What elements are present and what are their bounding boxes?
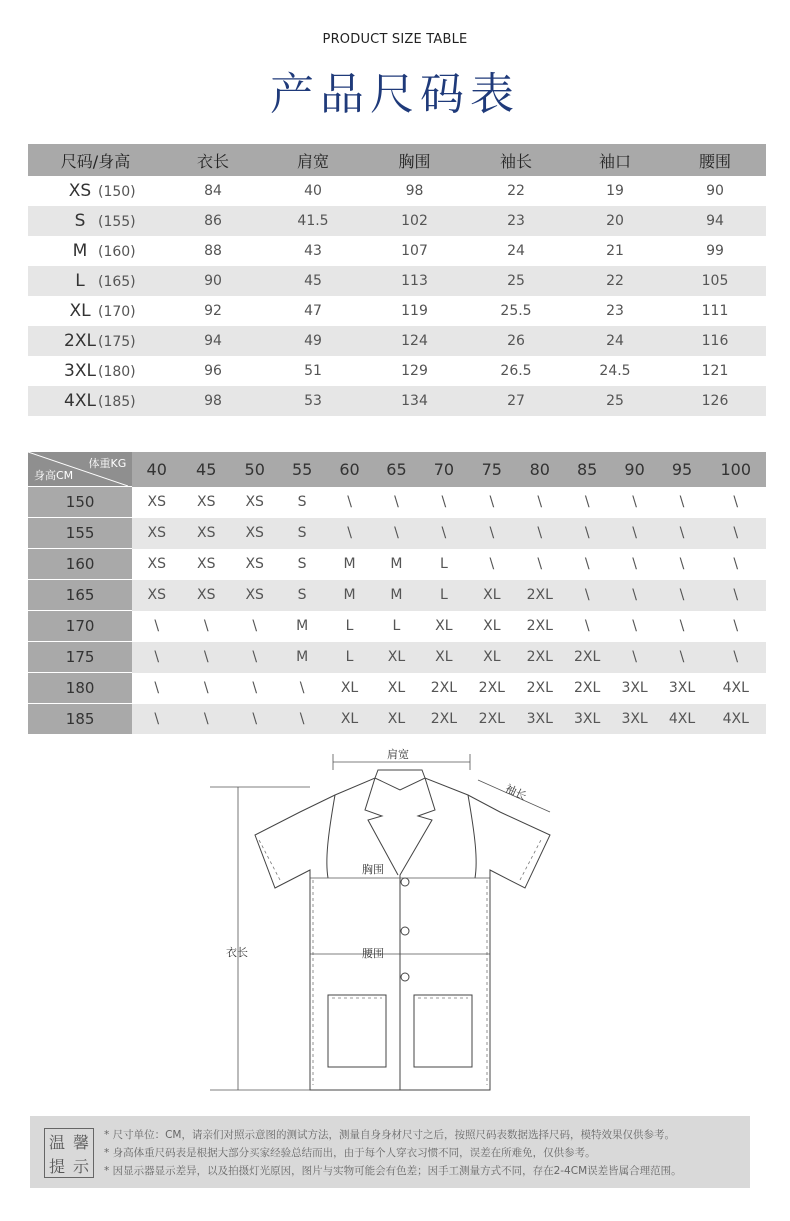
height-header: 160 bbox=[28, 549, 132, 580]
table-row bbox=[28, 326, 766, 356]
table-row bbox=[28, 206, 766, 236]
table-cell: XL bbox=[420, 642, 468, 673]
table-cell: \ bbox=[679, 494, 685, 510]
table-cell: \ bbox=[679, 618, 685, 634]
table-row bbox=[28, 704, 766, 735]
table-cell: \ bbox=[659, 518, 706, 549]
table-cell: 45 bbox=[263, 266, 363, 296]
table-cell: \ bbox=[231, 642, 278, 673]
table-cell: 2XL bbox=[478, 680, 505, 696]
table-cell: \ bbox=[733, 556, 739, 572]
table-cell: 27 bbox=[466, 386, 566, 416]
weight-header: 40 bbox=[132, 452, 181, 487]
table-cell: L bbox=[326, 642, 373, 673]
table-row bbox=[28, 673, 766, 704]
table-cell: XL bbox=[435, 618, 453, 634]
coat-illustration bbox=[200, 740, 590, 1100]
table-cell: \ bbox=[705, 518, 766, 549]
table-row bbox=[28, 487, 766, 518]
table-cell: 2XL bbox=[516, 642, 564, 673]
table-row bbox=[28, 236, 766, 266]
size-code: XS bbox=[68, 181, 92, 201]
table-cell: \ bbox=[733, 618, 739, 634]
table-cell: L bbox=[420, 580, 468, 611]
table-cell: \ bbox=[632, 556, 637, 572]
weight-header: 70 bbox=[420, 452, 468, 487]
table-cell: \ bbox=[584, 618, 590, 634]
table-cell: 2XL bbox=[516, 580, 564, 611]
weight-header: 50 bbox=[231, 452, 278, 487]
note-line-1: * 尺寸单位：CM，请亲们对照示意图的测试方法，测量自身身材尺寸之后，按照尺码表数据选择尺码，模特效果仅供参考。 bbox=[104, 1129, 675, 1141]
table-cell: 19 bbox=[606, 183, 624, 199]
table-cell: \ bbox=[252, 680, 258, 696]
note-line-2: * 身高体重尺码表是根据大部分买家经验总结而出，由于每个人穿衣习惯不同，误差在所难免，仅供参考。 bbox=[104, 1147, 596, 1159]
size-cell bbox=[28, 236, 163, 266]
page-title: 产品尺码表 bbox=[270, 69, 520, 120]
table-cell: XS bbox=[231, 518, 278, 549]
table-cell: \ bbox=[516, 518, 564, 549]
table-cell: \ bbox=[154, 618, 160, 634]
header-chest: 胸围 bbox=[363, 144, 466, 176]
size-code: L bbox=[75, 271, 85, 291]
size-height: (155) bbox=[98, 214, 136, 230]
table-cell: 3XL bbox=[668, 680, 696, 696]
table-cell: 88 bbox=[204, 243, 222, 259]
table-cell: 24 bbox=[507, 243, 525, 259]
table-cell: 84 bbox=[204, 183, 222, 199]
table-cell: 134 bbox=[363, 386, 466, 416]
table-cell: \ bbox=[373, 518, 420, 549]
table-cell: 49 bbox=[263, 326, 363, 356]
table-cell: XL bbox=[326, 704, 373, 735]
size-code: 2XL bbox=[64, 331, 96, 351]
corner-weight-label: 体重KG bbox=[88, 457, 127, 470]
table-row bbox=[28, 356, 766, 386]
table-cell: 105 bbox=[664, 266, 766, 296]
table-cell: \ bbox=[420, 518, 468, 549]
table-cell: XL bbox=[468, 580, 516, 611]
table-cell: 2XL bbox=[526, 618, 553, 634]
badge-char-1: 温 bbox=[48, 1132, 65, 1152]
badge-char-2: 馨 bbox=[72, 1132, 89, 1152]
table-cell: XS bbox=[147, 556, 166, 572]
height-header: 175 bbox=[28, 642, 132, 673]
table-cell: 2XL bbox=[574, 680, 601, 696]
table-cell: \ bbox=[611, 642, 659, 673]
size-height: (175) bbox=[98, 334, 136, 350]
table-cell: 2XL bbox=[468, 704, 516, 735]
table-cell: 4XL bbox=[659, 704, 706, 735]
table-cell: XL bbox=[387, 680, 406, 696]
header-length: 衣长 bbox=[163, 144, 263, 176]
size-table bbox=[28, 144, 766, 416]
table-cell: M bbox=[390, 556, 403, 572]
table-row bbox=[28, 549, 766, 580]
table-cell: \ bbox=[231, 704, 278, 735]
table-cell: 119 bbox=[401, 303, 428, 319]
table-cell: XS bbox=[196, 556, 216, 572]
table-row bbox=[28, 611, 766, 642]
table-cell: XS bbox=[196, 494, 216, 510]
size-code: 3XL bbox=[64, 361, 96, 381]
table-cell: M bbox=[343, 556, 356, 572]
table-cell: XS bbox=[147, 494, 166, 510]
table-cell: 3XL bbox=[564, 704, 611, 735]
size-cell bbox=[28, 386, 163, 416]
table-cell: M bbox=[373, 580, 420, 611]
table-cell: M bbox=[326, 580, 373, 611]
table-cell: 90 bbox=[706, 183, 724, 199]
notes-box bbox=[30, 1116, 750, 1188]
table-cell: 40 bbox=[304, 183, 322, 199]
table-cell: 41.5 bbox=[263, 206, 363, 236]
table-cell: \ bbox=[584, 556, 590, 572]
table-cell: 124 bbox=[363, 326, 466, 356]
size-height: (160) bbox=[98, 244, 136, 260]
badge-char-3: 提 bbox=[48, 1156, 65, 1176]
table-cell: 22 bbox=[507, 183, 525, 199]
badge-char-4: 示 bbox=[72, 1156, 89, 1176]
table-cell: \ bbox=[632, 618, 637, 634]
size-height: (185) bbox=[98, 394, 136, 410]
table-cell: 121 bbox=[701, 363, 729, 379]
table-cell: \ bbox=[537, 556, 543, 572]
table-corner bbox=[28, 452, 132, 487]
weight-header: 95 bbox=[659, 452, 706, 487]
table-cell: 26 bbox=[466, 326, 566, 356]
table-cell: 90 bbox=[163, 266, 263, 296]
header-size-height: 尺码/身高 bbox=[28, 144, 163, 176]
table-cell: L bbox=[439, 556, 448, 572]
table-cell: \ bbox=[132, 704, 181, 735]
table-cell: \ bbox=[659, 580, 706, 611]
weight-height-table bbox=[28, 452, 766, 734]
table-cell: 23 bbox=[466, 206, 566, 236]
size-code: M bbox=[72, 241, 88, 261]
table-cell: \ bbox=[489, 556, 495, 572]
table-cell: 94 bbox=[664, 206, 766, 236]
table-cell: \ bbox=[611, 580, 659, 611]
table-row bbox=[28, 296, 766, 326]
table-cell: 51 bbox=[304, 363, 322, 379]
table-row bbox=[28, 176, 766, 206]
table-cell: \ bbox=[611, 518, 659, 549]
size-cell bbox=[28, 326, 163, 356]
table-cell: 4XL bbox=[705, 704, 766, 735]
table-cell: 53 bbox=[263, 386, 363, 416]
weight-header: 100 bbox=[705, 452, 766, 487]
table-row bbox=[28, 266, 766, 296]
table-cell: 98 bbox=[405, 183, 424, 199]
table-cell: 86 bbox=[163, 206, 263, 236]
weight-header: 90 bbox=[611, 452, 659, 487]
table-cell: 4XL bbox=[722, 680, 749, 696]
table-cell: \ bbox=[394, 494, 399, 510]
table-cell: S bbox=[297, 556, 307, 572]
header-cuff: 袖口 bbox=[566, 144, 664, 176]
page-subtitle: PRODUCT SIZE TABLE bbox=[322, 32, 468, 47]
size-cell bbox=[28, 356, 163, 386]
table-cell: \ bbox=[132, 642, 181, 673]
table-cell: 43 bbox=[304, 243, 322, 259]
weight-header: 60 bbox=[326, 452, 373, 487]
table-cell: 23 bbox=[606, 303, 624, 319]
table-cell: 22 bbox=[566, 266, 664, 296]
height-header: 180 bbox=[28, 673, 132, 704]
size-cell bbox=[28, 266, 163, 296]
table-cell: \ bbox=[181, 704, 231, 735]
table-cell: 129 bbox=[401, 363, 428, 379]
table-cell: 2XL bbox=[430, 680, 458, 696]
table-cell: 25.5 bbox=[500, 303, 532, 319]
header-sleeve: 袖长 bbox=[466, 144, 566, 176]
weight-header: 45 bbox=[181, 452, 231, 487]
table-cell: XS bbox=[231, 580, 278, 611]
table-cell: \ bbox=[659, 642, 706, 673]
size-code: 4XL bbox=[64, 391, 96, 411]
table-cell: 2XL bbox=[420, 704, 468, 735]
table-cell: 126 bbox=[664, 386, 766, 416]
table-cell: \ bbox=[326, 518, 373, 549]
table-cell: 47 bbox=[304, 303, 322, 319]
table-cell: XL bbox=[373, 704, 420, 735]
table-cell: XL bbox=[340, 680, 359, 696]
table-cell: 20 bbox=[566, 206, 664, 236]
weight-header: 75 bbox=[468, 452, 516, 487]
height-header: 155 bbox=[28, 518, 132, 549]
table-cell: 107 bbox=[401, 243, 428, 259]
table-cell: \ bbox=[347, 494, 352, 510]
weight-header: 80 bbox=[516, 452, 564, 487]
table-row bbox=[28, 518, 766, 549]
table-cell: M bbox=[278, 642, 326, 673]
table-cell: 111 bbox=[701, 303, 729, 319]
table-row bbox=[28, 642, 766, 673]
table-cell: XS bbox=[132, 580, 181, 611]
weight-header: 85 bbox=[564, 452, 611, 487]
table-cell: 2XL bbox=[526, 680, 553, 696]
table-cell: 96 bbox=[204, 363, 222, 379]
height-header: 170 bbox=[28, 611, 132, 642]
table-cell: \ bbox=[203, 618, 209, 634]
size-cell bbox=[28, 206, 163, 236]
label-sleeve: 袖长 bbox=[503, 781, 529, 803]
table-cell: 26.5 bbox=[500, 363, 532, 379]
table-cell: XL bbox=[468, 642, 516, 673]
table-cell: M bbox=[296, 618, 309, 634]
table-cell: 3XL bbox=[516, 704, 564, 735]
table-cell: XS bbox=[132, 518, 181, 549]
table-cell: \ bbox=[468, 518, 516, 549]
size-height: (165) bbox=[98, 274, 136, 290]
height-header: 165 bbox=[28, 580, 132, 611]
table-cell: \ bbox=[489, 494, 495, 510]
table-cell: XL bbox=[373, 642, 420, 673]
table-cell: \ bbox=[441, 494, 447, 510]
note-line-3: * 因显示器显示差异，以及拍摄灯光原因，图片与实物可能会有色差；因手工测量方式不同，存在2-4CM误差皆属合理范围。 bbox=[104, 1165, 682, 1177]
table-cell: 3XL bbox=[621, 680, 648, 696]
label-waist: 腰围 bbox=[362, 947, 384, 960]
table-cell: \ bbox=[154, 680, 160, 696]
table-cell: \ bbox=[537, 494, 543, 510]
table-cell: 2XL bbox=[564, 642, 611, 673]
size-cell bbox=[28, 296, 163, 326]
table-cell: 24 bbox=[566, 326, 664, 356]
size-cell bbox=[28, 176, 163, 206]
label-chest: 胸围 bbox=[362, 863, 384, 876]
table-cell: \ bbox=[564, 518, 611, 549]
table-cell: \ bbox=[584, 494, 590, 510]
table-cell: \ bbox=[252, 618, 258, 634]
table-cell: \ bbox=[181, 642, 231, 673]
table-cell: 25 bbox=[566, 386, 664, 416]
table-cell: \ bbox=[299, 680, 305, 696]
table-cell: XS bbox=[181, 580, 231, 611]
label-shoulder: 肩宽 bbox=[387, 748, 409, 761]
header-waist: 腰围 bbox=[664, 144, 766, 176]
table-cell: L bbox=[345, 618, 354, 634]
table-cell: \ bbox=[564, 580, 611, 611]
table-cell: XL bbox=[483, 618, 501, 634]
table-cell: \ bbox=[632, 494, 637, 510]
table-cell: L bbox=[392, 618, 401, 634]
table-cell: \ bbox=[733, 494, 739, 510]
table-cell: \ bbox=[705, 642, 766, 673]
corner-height-label: 身高CM bbox=[34, 469, 74, 482]
weight-header-row bbox=[28, 452, 766, 487]
header-shoulder: 肩宽 bbox=[263, 144, 363, 176]
size-height: (180) bbox=[98, 364, 136, 380]
size-height: (170) bbox=[98, 304, 136, 320]
size-height: (150) bbox=[98, 184, 136, 200]
table-cell: 102 bbox=[363, 206, 466, 236]
table-row bbox=[28, 386, 766, 416]
table-cell: S bbox=[297, 494, 307, 510]
label-length: 衣长 bbox=[226, 946, 248, 959]
table-cell: 99 bbox=[706, 243, 724, 259]
table-row bbox=[28, 580, 766, 611]
table-cell: XS bbox=[245, 494, 264, 510]
table-cell: 94 bbox=[163, 326, 263, 356]
table-cell: 116 bbox=[664, 326, 766, 356]
table-cell: 98 bbox=[163, 386, 263, 416]
table-cell: \ bbox=[705, 580, 766, 611]
table-cell: 25 bbox=[466, 266, 566, 296]
weight-header: 55 bbox=[278, 452, 326, 487]
height-header: 185 bbox=[28, 704, 132, 735]
size-table-header bbox=[28, 144, 766, 176]
size-code: XL bbox=[69, 301, 91, 321]
table-cell: XS bbox=[245, 556, 264, 572]
table-cell: 21 bbox=[606, 243, 624, 259]
table-cell: 113 bbox=[363, 266, 466, 296]
table-cell: S bbox=[278, 580, 326, 611]
table-cell: 24.5 bbox=[599, 363, 631, 379]
corner-diagonal bbox=[28, 452, 128, 486]
notice-badge bbox=[44, 1128, 94, 1178]
size-code: S bbox=[74, 211, 86, 231]
height-header: 150 bbox=[28, 487, 132, 518]
table-cell: \ bbox=[203, 680, 209, 696]
note-lines bbox=[104, 1126, 754, 1180]
table-cell: 3XL bbox=[611, 704, 659, 735]
table-cell: S bbox=[278, 518, 326, 549]
garment-diagram bbox=[200, 740, 590, 1100]
table-cell: XS bbox=[181, 518, 231, 549]
table-cell: \ bbox=[679, 556, 685, 572]
table-cell: 92 bbox=[204, 303, 222, 319]
table-cell: \ bbox=[278, 704, 326, 735]
weight-header: 65 bbox=[373, 452, 420, 487]
